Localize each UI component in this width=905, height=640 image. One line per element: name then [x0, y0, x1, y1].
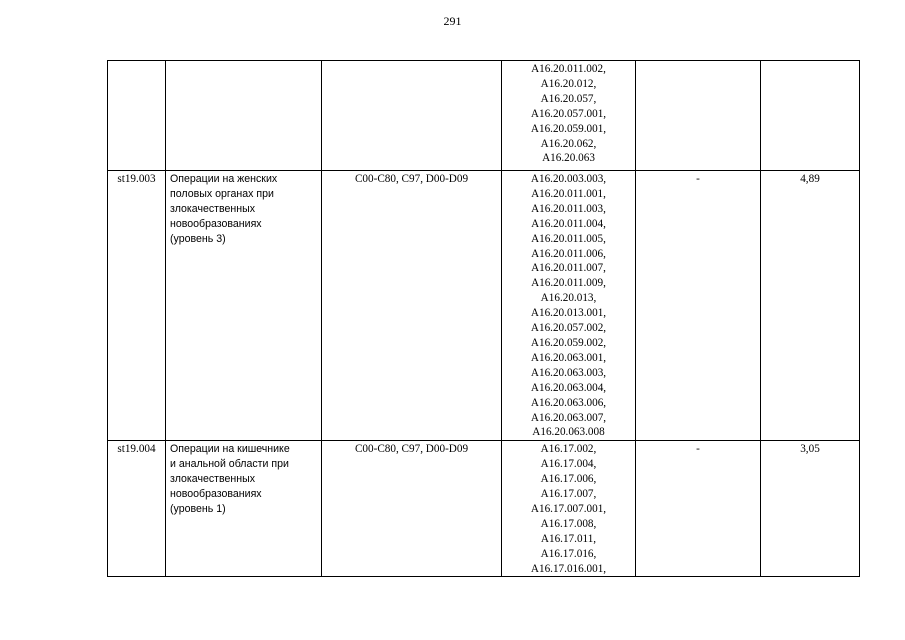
table-row — [108, 441, 860, 577]
service-code: A16.17.007, — [540, 488, 597, 501]
cell-service-codes — [502, 171, 636, 441]
service-code: A16.17.002, — [540, 443, 597, 456]
cell-extra-criteria — [636, 61, 761, 171]
name-line: новообразованиях — [170, 217, 262, 230]
service-code: A16.20.059.001, — [530, 122, 607, 135]
page-number: 291 — [443, 14, 462, 28]
service-code: A16.20.057, — [540, 92, 597, 105]
service-code: A16.20.063 — [542, 152, 595, 165]
cell-coefficient — [761, 61, 860, 171]
name-line: Операции на женских — [170, 173, 278, 185]
service-code: A16.20.012, — [540, 77, 597, 90]
name-line: половых органах при — [170, 187, 274, 200]
service-code: A16.20.013, — [540, 292, 597, 305]
service-code: A16.20.011.002, — [531, 63, 606, 75]
service-code: A16.20.011.004, — [531, 217, 606, 230]
table-row — [108, 61, 860, 171]
service-code: A16.17.016, — [540, 547, 597, 560]
name-line: злокачественных — [170, 473, 256, 486]
cell-extra-criteria: - — [636, 441, 761, 577]
service-code: A16.17.008, — [540, 517, 597, 530]
service-code: A16.17.007.001, — [530, 502, 607, 515]
cell-name — [166, 61, 322, 171]
service-code: A16.20.063.006, — [530, 396, 607, 409]
service-code: A16.20.013.001, — [530, 307, 607, 320]
cell-icd-codes: C00-C80, C97, D00-D09 — [322, 441, 502, 577]
table-row — [108, 171, 860, 441]
service-code: A16.20.057.002, — [530, 322, 607, 335]
cell-extra-criteria: - — [636, 171, 761, 441]
service-code: A16.20.063.001, — [530, 351, 607, 364]
service-code: A16.17.004, — [540, 458, 597, 471]
cell-service-codes — [502, 441, 636, 577]
service-code: A16.20.011.003, — [531, 202, 606, 215]
cell-name — [166, 171, 322, 441]
service-code: A16.20.063.007, — [530, 411, 607, 424]
cell-service-codes — [502, 61, 636, 171]
service-code: A16.20.011.006, — [531, 247, 606, 260]
service-code: A16.20.059.002, — [530, 336, 607, 349]
service-code: A16.17.016.001, — [530, 562, 607, 575]
name-line: новообразованиях — [170, 488, 262, 501]
service-code: A16.20.011.007, — [531, 262, 606, 275]
service-code: A16.20.062, — [540, 137, 597, 150]
cell-icd-codes — [322, 61, 502, 171]
service-code: A16.17.006, — [540, 473, 597, 486]
name-line: (уровень 3) — [170, 232, 226, 245]
service-code: A16.20.011.005, — [531, 232, 606, 245]
cell-code — [108, 61, 166, 171]
cell-code: st19.003 — [108, 171, 166, 441]
tariff-table — [107, 60, 860, 577]
service-code: A16.20.063.003, — [530, 366, 607, 379]
name-line: злокачественных — [170, 202, 256, 215]
service-code: A16.20.063.004, — [530, 381, 607, 394]
cell-coefficient: 3,05 — [761, 441, 860, 577]
service-code: A16.17.011, — [540, 532, 597, 545]
service-code: A16.20.057.001, — [530, 107, 607, 120]
service-code: A16.20.011.009, — [531, 277, 606, 290]
cell-code: st19.004 — [108, 441, 166, 577]
name-line: и анальной области при — [170, 458, 289, 471]
cell-name — [166, 441, 322, 577]
service-code: A16.20.003.003, — [530, 173, 607, 185]
cell-icd-codes: C00-C80, C97, D00-D09 — [322, 171, 502, 441]
cell-coefficient: 4,89 — [761, 171, 860, 441]
service-code: A16.20.011.001, — [531, 187, 606, 200]
name-line: Операции на кишечнике — [170, 443, 290, 456]
service-code: A16.20.063.008 — [532, 426, 605, 439]
name-line: (уровень 1) — [170, 502, 226, 515]
